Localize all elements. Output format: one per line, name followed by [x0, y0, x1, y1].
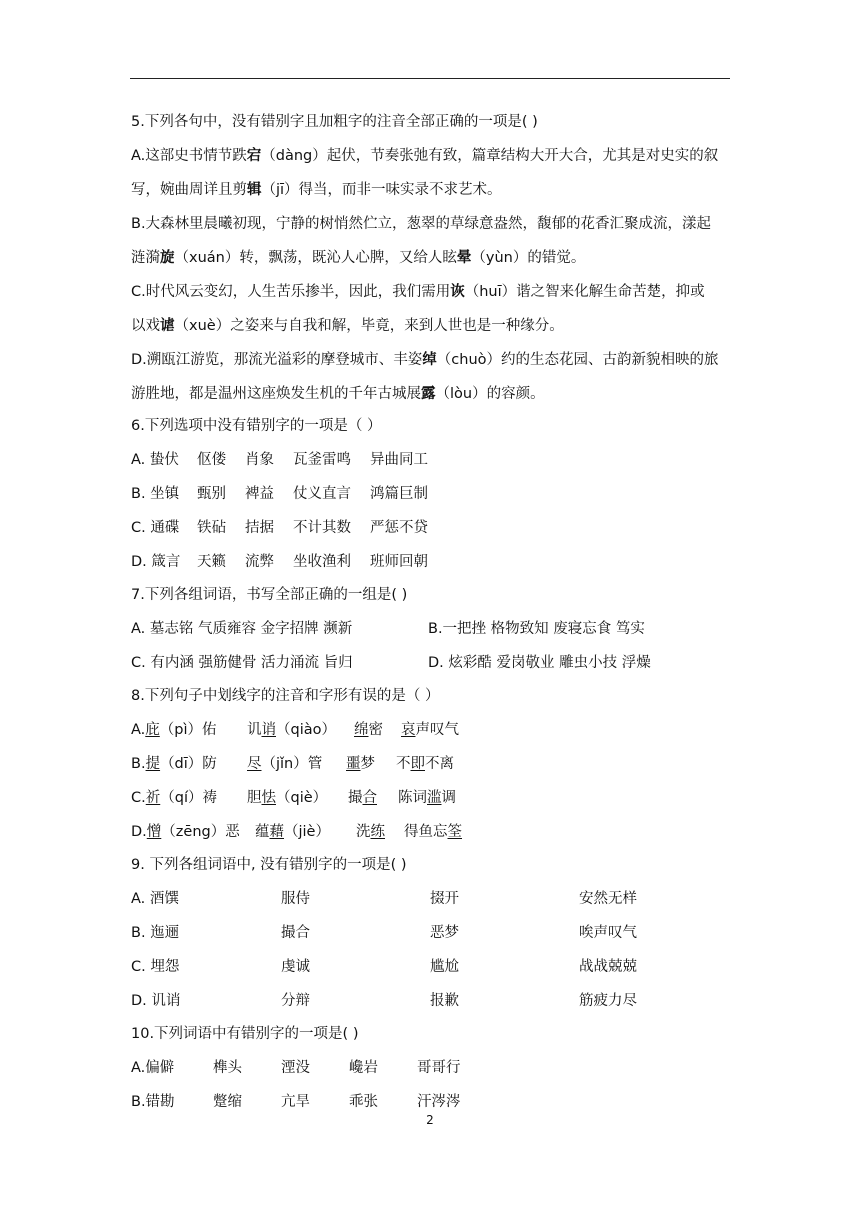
- q7-option-c: C. 有内涵 强筋健骨 活力涌流 旨归: [131, 655, 353, 671]
- q6-option-a: A. 蛰伏 伛偻 肖象 瓦釜雷鸣 异曲同工: [131, 452, 428, 468]
- underlined-char: 庇: [145, 722, 160, 738]
- bold-char: 晕: [456, 250, 472, 266]
- q6-option-c: C. 通碟 铁砧 拮据 不计其数 严惩不贷: [131, 520, 428, 536]
- header-rule: [130, 78, 730, 79]
- q7-option-a: A. 墓志铭 气质雍容 金字招牌 濒新: [131, 621, 353, 637]
- q5-option-b-line2: 涟漪旋（xuán）转，飘荡，既沁人心脾，又给人眩晕（yùn）的错觉。: [131, 250, 586, 266]
- bold-char: 诙: [450, 284, 465, 300]
- q9-option-b: B. 迤逦 撮合 恶梦 唉声叹气: [131, 925, 637, 941]
- q10-option-b: B.错勘 蹩缩 亢旱 乖张 汗涔涔: [131, 1094, 461, 1110]
- bold-char: 绰: [422, 352, 437, 368]
- bold-char: 旋: [160, 250, 175, 266]
- underlined-char: 合: [362, 790, 377, 806]
- q7-stem: 7.下列各组词语，书写全部正确的一组是( ): [131, 587, 408, 603]
- q5-option-d-line1: D.溯瓯江游览，那流光溢彩的摩登城市、丰姿绰（chuò）约的生态花园、古韵新貌相映的旅: [131, 352, 719, 368]
- q8-option-a: A.庇（pì）佑 讥诮（qiào） 绵密 哀声叹气: [131, 722, 459, 738]
- underlined-char: 提: [145, 756, 161, 772]
- q8-option-c: C.祈（qí）祷 胆怯（qiè） 撮合 陈词滥调: [131, 790, 456, 806]
- q6-option-d: D. 箴言 天籁 流弊 坐收渔利 班师回朝: [131, 554, 428, 570]
- q8-option-b: B.提（dī）防 尽（jǐn）管 噩梦 不即不离: [131, 756, 454, 772]
- q5-option-a-line1: A.这部史书情节跌宕（dàng）起伏，节奏张弛有致，篇章结构大开大合，尤其是对史实的叙: [131, 148, 719, 164]
- bold-char: 宕: [246, 148, 262, 164]
- underlined-char: 绵: [354, 722, 369, 738]
- q5-option-a-line2: 写，婉曲周详且剪辑（jī）得当，而非一味实录不求艺术。: [131, 182, 502, 198]
- bold-char: 露: [421, 386, 436, 402]
- underlined-char: 噩: [346, 756, 361, 772]
- q9-stem: 9. 下列各组词语中, 没有错别字的一项是( ): [131, 857, 407, 873]
- q9-option-d: D. 讥诮 分辩 报歉 筋疲力尽: [131, 993, 637, 1009]
- underlined-char: 祈: [145, 790, 161, 806]
- underlined-char: 筌: [447, 824, 462, 840]
- underlined-char: 诮: [261, 722, 276, 738]
- page-number: 2: [426, 1113, 434, 1127]
- underlined-char: 练: [370, 824, 385, 840]
- underlined-char: 哀: [401, 722, 416, 738]
- q5-option-c-line2: 以戏谑（xuè）之姿来与自我和解，毕竟，来到人世也是一种缘分。: [131, 318, 564, 334]
- underlined-char: 滥: [427, 790, 442, 806]
- q5-option-d-line2: 游胜地，都是温州这座焕发生机的千年古城展露（lòu）的容颜。: [131, 386, 545, 402]
- bold-char: 谑: [160, 318, 175, 334]
- q6-option-b: B. 坐镇 甄别 裨益 仗义直言 鸿篇巨制: [131, 486, 428, 502]
- q5-stem: 5.下列各句中，没有错别字且加粗字的注音全部正确的一项是( ): [131, 114, 538, 130]
- bold-char: 辑: [247, 182, 262, 198]
- q7-option-d: D. 炫彩酷 爱岗敬业 雕虫小技 浮燥: [428, 655, 651, 671]
- q5-option-c-line1: C.时代风云变幻，人生苦乐掺半，因此，我们需用诙（huī）谐之智来化解生命苦楚，抑或: [131, 284, 705, 300]
- q8-stem: 8.下列句子中划线字的注音和字形有误的是（ ）: [131, 688, 440, 704]
- q5-option-b-line1: B.大森林里晨曦初现，宁静的树悄然伫立，葱翠的草绿意盎然，馥郁的花香汇聚成流，漾起: [131, 216, 712, 232]
- q9-option-c: C. 埋怨 虔诚 尴尬 战战兢兢: [131, 959, 637, 975]
- q8-option-d: D.憎（zēng）恶 蕴藉（jiè） 洗练 得鱼忘筌: [131, 824, 462, 840]
- underlined-char: 怯: [261, 790, 276, 806]
- underlined-char: 藉: [269, 824, 284, 840]
- underlined-char: 尽: [247, 756, 262, 772]
- q7-option-b: B.一把挫 格物致知 废寝忘食 笃实: [428, 621, 645, 637]
- q10-option-a: A.偏僻 榫头 湮没 巉岩 哥哥行: [131, 1060, 461, 1076]
- q6-stem: 6.下列选项中没有错别字的一项是（ ）: [131, 418, 382, 434]
- underlined-char: 即: [410, 756, 425, 772]
- q10-stem: 10.下列词语中有错别字的一项是( ): [131, 1026, 359, 1042]
- underlined-char: 憎: [146, 824, 162, 840]
- q9-option-a: A. 酒馔 服侍 掇开 安然无样: [131, 891, 637, 907]
